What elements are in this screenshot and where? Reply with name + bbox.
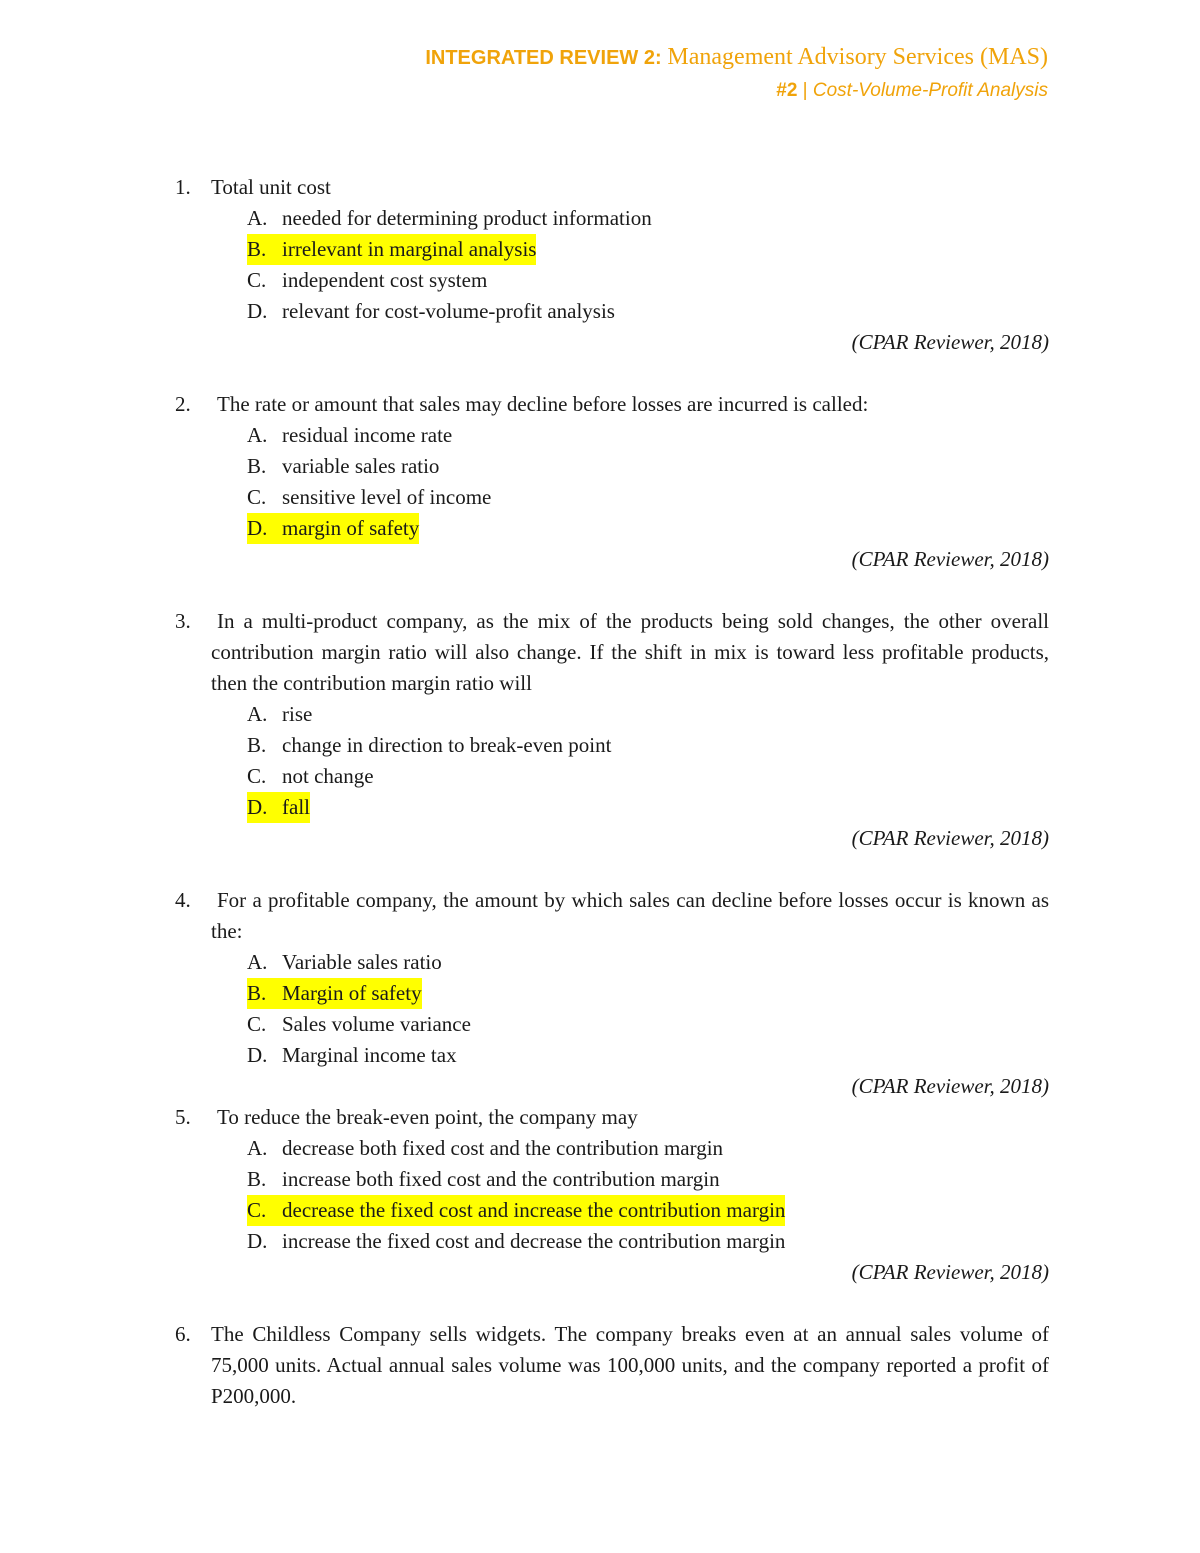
question-number: 5. (175, 1105, 191, 1129)
option-text: increase the fixed cost and decrease the contribution margin (282, 1229, 786, 1253)
question-item (175, 389, 1049, 575)
option-text: needed for determining product information (282, 206, 652, 230)
option-letter: D. (247, 516, 268, 540)
answer-option (247, 1164, 1049, 1195)
option-letter: C. (247, 1198, 267, 1222)
answer-option-content (247, 296, 615, 327)
question-item (175, 885, 1049, 1102)
citation: (CPAR Reviewer, 2018) (851, 826, 1049, 850)
option-text: Margin of safety (282, 981, 422, 1005)
answer-options (175, 947, 1049, 1071)
question-spacer (175, 358, 1049, 389)
question-number: 6. (175, 1322, 191, 1346)
option-letter: A. (247, 1136, 268, 1160)
option-letter: D. (247, 1229, 268, 1253)
answer-option (247, 1009, 1049, 1040)
answer-option-content (247, 730, 611, 761)
option-text: not change (282, 764, 374, 788)
question-number: 2. (175, 392, 191, 416)
option-text: independent cost system (282, 268, 488, 292)
option-text: change in direction to break-even point (282, 733, 612, 757)
lesson-number: #2 (776, 80, 798, 101)
answer-option-content (247, 1009, 471, 1040)
question-text: For a profitable company, the amount by which sales can decline before losses occur is known as the: (211, 888, 1049, 943)
highlighted-correct-answer (247, 1195, 785, 1226)
option-text: decrease the fixed cost and increase the contribution margin (282, 1198, 786, 1222)
answer-option-content (247, 265, 487, 296)
option-text: irrelevant in marginal analysis (282, 237, 537, 261)
question-stem (175, 389, 1049, 420)
option-letter: A. (247, 423, 268, 447)
option-letter: B. (247, 733, 267, 757)
answer-option-content (247, 1133, 723, 1164)
answer-option (247, 730, 1049, 761)
answer-option (247, 792, 1049, 823)
option-letter: B. (247, 237, 267, 261)
question-stem (175, 1319, 1049, 1412)
document-header (425, 40, 1048, 107)
option-text: Marginal income tax (282, 1043, 457, 1067)
question-item (175, 172, 1049, 358)
answer-option (247, 699, 1049, 730)
question-stem (175, 172, 1049, 203)
answer-option (247, 482, 1049, 513)
lesson-separator: | (802, 80, 808, 101)
option-letter: B. (247, 1167, 267, 1191)
question-number: 1. (175, 175, 191, 199)
option-letter: B. (247, 454, 267, 478)
question-spacer (175, 1288, 1049, 1319)
answer-options (175, 420, 1049, 544)
course-title-subject: Management Advisory Services (MAS) (667, 44, 1048, 70)
question-item (175, 1102, 1049, 1288)
question-text: To reduce the break-even point, the company may (217, 1105, 638, 1129)
answer-option-content (247, 1164, 720, 1195)
option-text: variable sales ratio (282, 454, 440, 478)
citation: (CPAR Reviewer, 2018) (851, 547, 1049, 571)
answer-option (247, 451, 1049, 482)
course-title-bold: INTEGRATED REVIEW 2: (425, 47, 662, 69)
question-spacer (175, 854, 1049, 885)
option-letter: D. (247, 1043, 268, 1067)
option-letter: C. (247, 268, 267, 292)
option-text: fall (282, 795, 310, 819)
question-item (175, 1319, 1049, 1412)
answer-option (247, 978, 1049, 1009)
answer-option (247, 1133, 1049, 1164)
citation: (CPAR Reviewer, 2018) (851, 1074, 1049, 1098)
option-letter: C. (247, 764, 267, 788)
citation: (CPAR Reviewer, 2018) (851, 330, 1049, 354)
answer-option-content (247, 420, 452, 451)
option-letter: D. (247, 795, 268, 819)
answer-option-content (247, 699, 312, 730)
answer-option-content (247, 203, 652, 234)
answer-option-content (247, 1040, 457, 1071)
option-text: sensitive level of income (282, 485, 492, 509)
lesson-subtitle (425, 75, 1048, 107)
option-letter: C. (247, 1012, 267, 1036)
answer-option (247, 296, 1049, 327)
question-text: Total unit cost (211, 175, 331, 199)
option-text: increase both fixed cost and the contribution margin (282, 1167, 720, 1191)
answer-option (247, 1226, 1049, 1257)
question-number: 3. (175, 609, 191, 633)
answer-option (247, 1040, 1049, 1071)
answer-option (247, 203, 1049, 234)
answer-options (175, 699, 1049, 823)
option-text: decrease both fixed cost and the contribution margin (282, 1136, 724, 1160)
citation: (CPAR Reviewer, 2018) (851, 1260, 1049, 1284)
answer-option (247, 234, 1049, 265)
question-stem (175, 606, 1049, 699)
option-text: rise (282, 702, 313, 726)
question-stem (175, 1102, 1049, 1133)
answer-options (175, 203, 1049, 327)
option-letter: D. (247, 299, 268, 323)
course-title (425, 40, 1048, 75)
highlighted-correct-answer (247, 792, 310, 823)
lesson-topic: Cost-Volume-Profit Analysis (812, 80, 1048, 101)
option-letter: A. (247, 702, 268, 726)
answer-option-content (247, 482, 491, 513)
question-number: 4. (175, 888, 191, 912)
question-text: In a multi-product company, as the mix of the products being sold changes, the other overall contribution margin ratio will also change. If the shift in mix is toward less profitable products, then the contribution margin ratio will (211, 609, 1049, 695)
question-list (175, 172, 1049, 1412)
answer-option-content (247, 1226, 785, 1257)
question-stem (175, 885, 1049, 947)
option-text: Sales volume variance (282, 1012, 471, 1036)
answer-options (175, 1133, 1049, 1257)
option-text: residual income rate (282, 423, 453, 447)
option-letter: C. (247, 485, 267, 509)
answer-option (247, 1195, 1049, 1226)
highlighted-correct-answer (247, 234, 536, 265)
answer-option (247, 513, 1049, 544)
option-letter: A. (247, 206, 268, 230)
option-letter: B. (247, 981, 267, 1005)
option-text: margin of safety (282, 516, 420, 540)
answer-option (247, 265, 1049, 296)
question-text: The rate or amount that sales may decline before losses are incurred is called: (217, 392, 869, 416)
answer-option (247, 947, 1049, 978)
question-text: The Childless Company sells widgets. The company breaks even at an annual sales volume of 75,000 units. Actual annual sales volume was 100,000 units, and the company reported a profit of P200,000. (211, 1322, 1049, 1408)
option-text: Variable sales ratio (282, 950, 442, 974)
option-letter: A. (247, 950, 268, 974)
option-text: relevant for cost-volume-profit analysis (282, 299, 615, 323)
answer-option (247, 420, 1049, 451)
answer-option (247, 761, 1049, 792)
question-item (175, 606, 1049, 854)
highlighted-correct-answer (247, 978, 422, 1009)
answer-option-content (247, 947, 442, 978)
question-spacer (175, 575, 1049, 606)
answer-option-content (247, 761, 374, 792)
highlighted-correct-answer (247, 513, 419, 544)
answer-option-content (247, 451, 439, 482)
